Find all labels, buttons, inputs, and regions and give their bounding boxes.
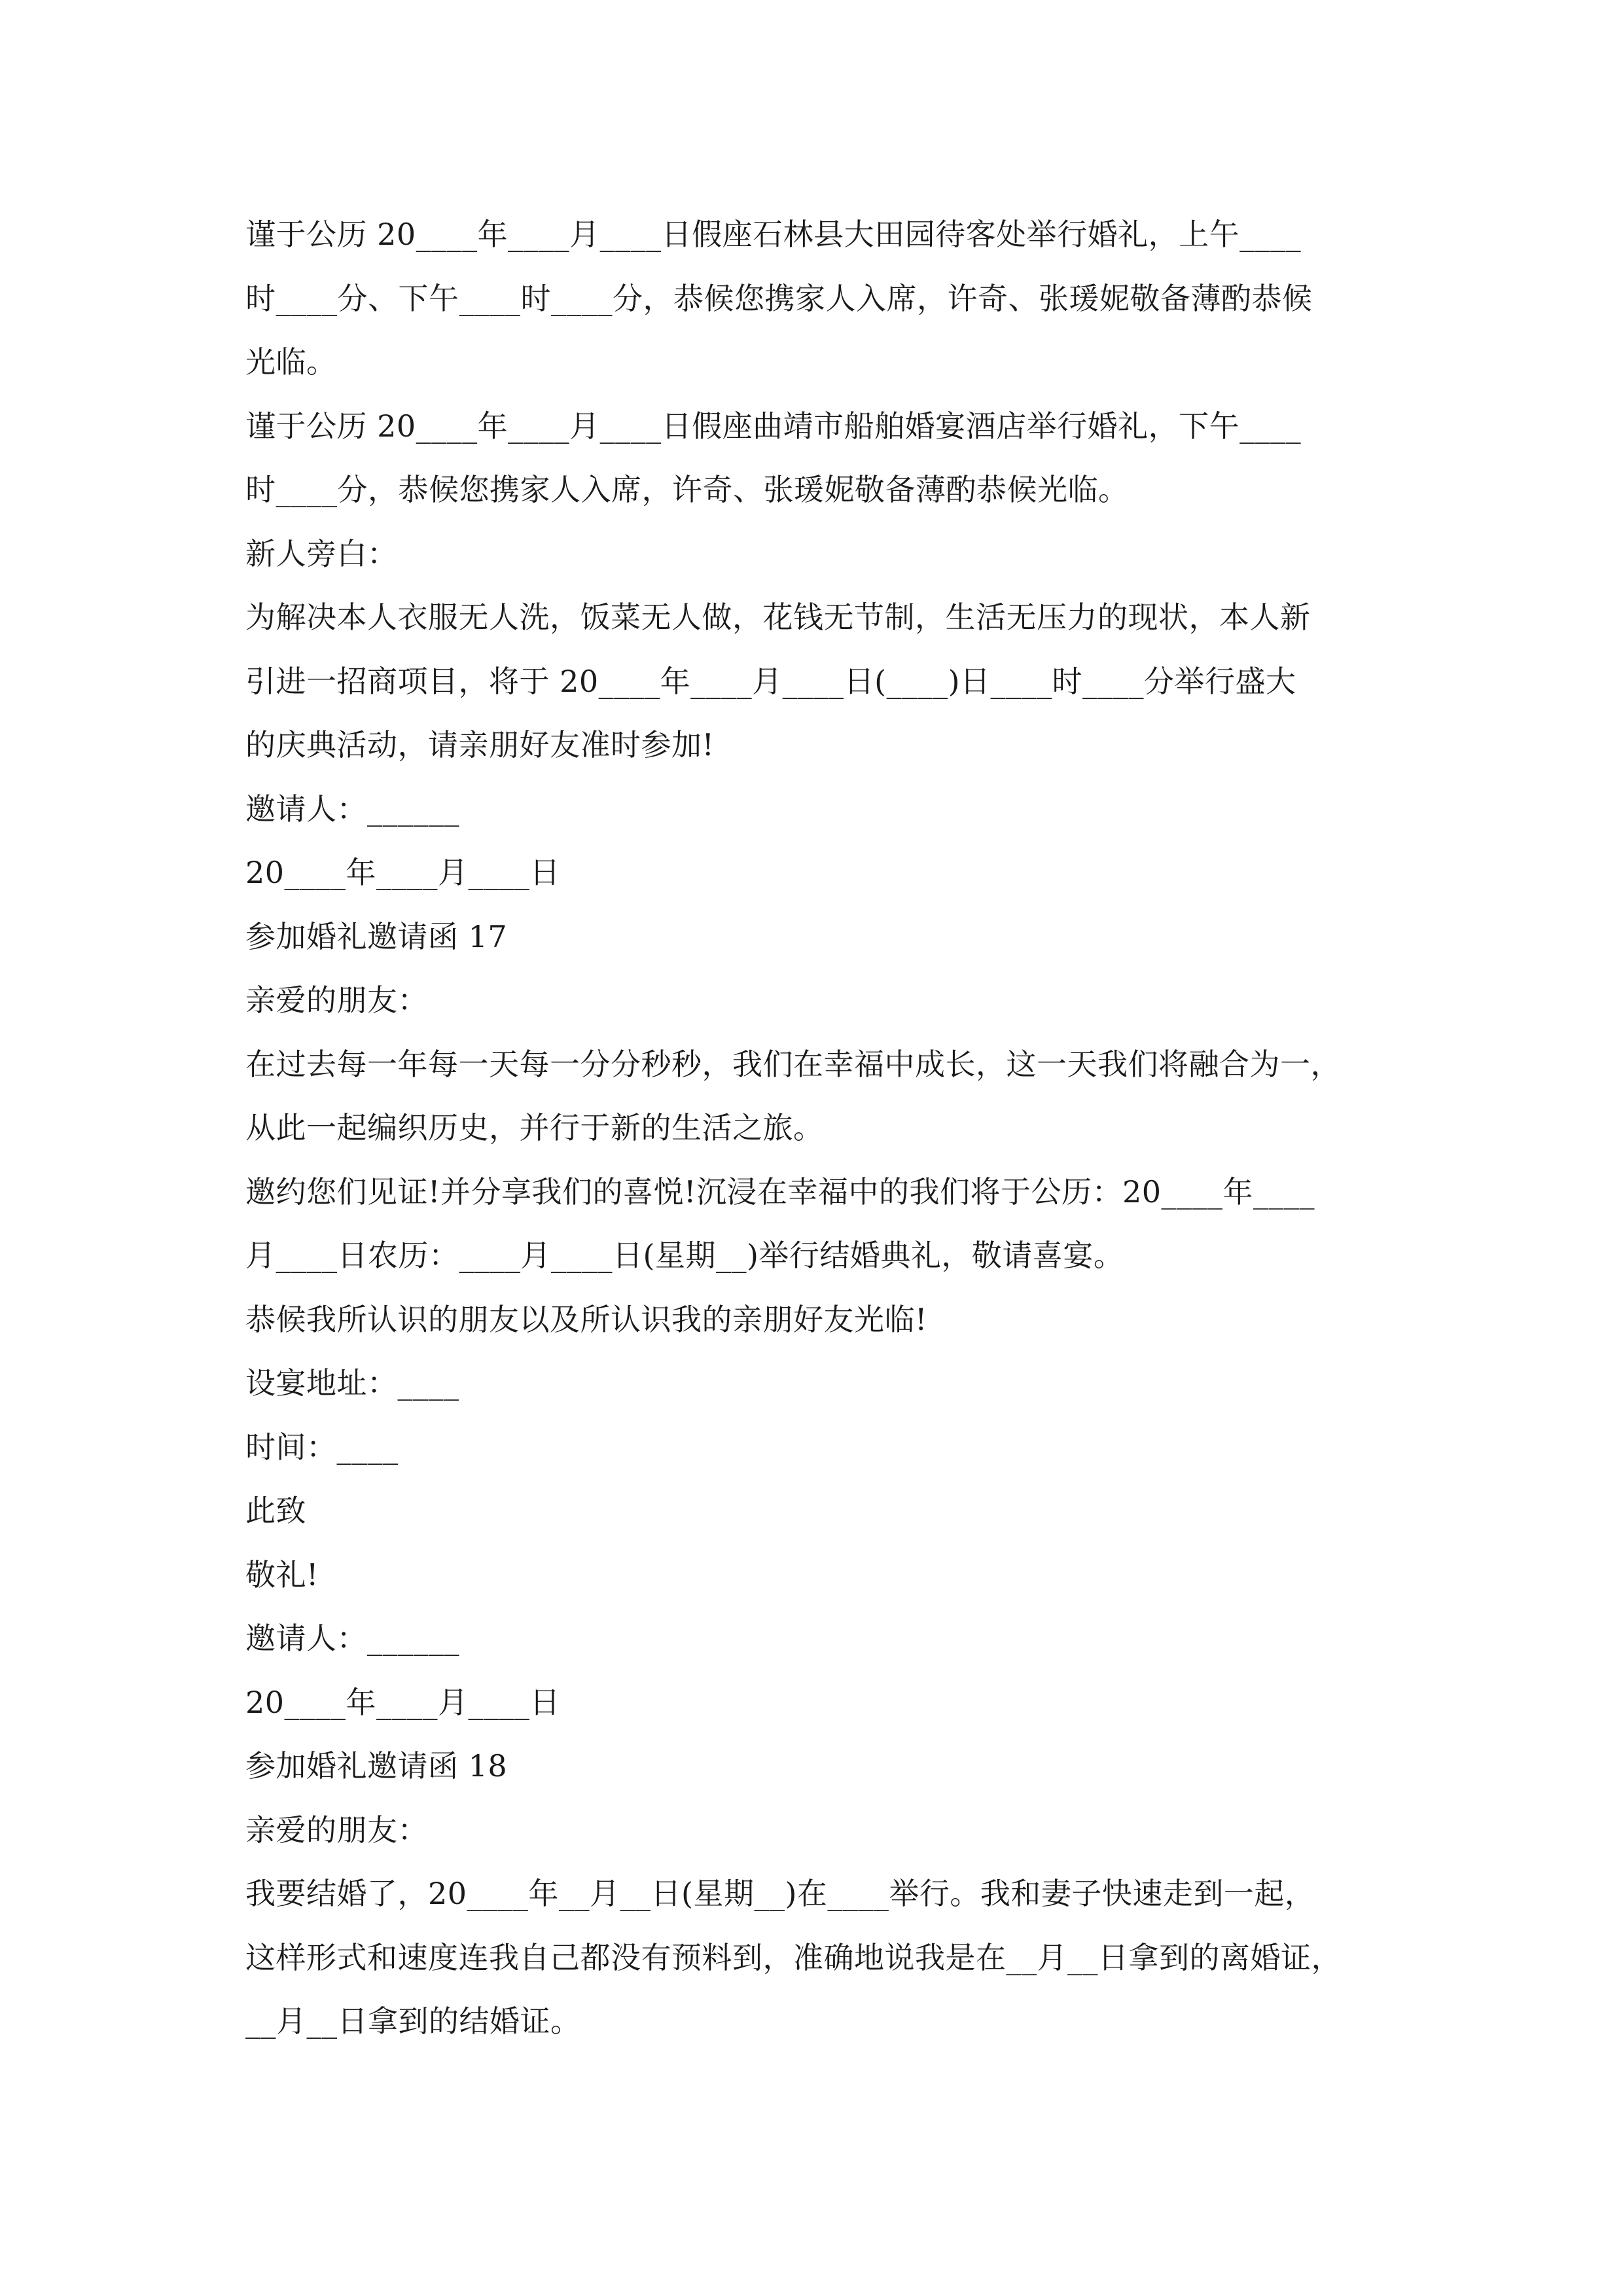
salutation: 亲爱的朋友： bbox=[245, 1812, 428, 1848]
text-line: 恭候我所认识的朋友以及所认识我的亲朋好友光临! bbox=[245, 1301, 927, 1337]
text-line: 谨于公历 20____年____月____日假座石林县大田园待客处举行婚礼，上午____ bbox=[245, 217, 1302, 252]
text-line: 光临。 bbox=[245, 344, 337, 380]
text-line: 在过去每一年每一天每一分分秒秒，我们在幸福中成长，这一天我们将融合为一， bbox=[245, 1046, 1341, 1082]
text-line: 引进一招商项目，将于 20____年____月____日(____)日____时____分举行盛大 bbox=[245, 663, 1296, 699]
venue-line: 设宴地址：____ bbox=[245, 1365, 459, 1401]
letter-title: 参加婚礼邀请函 18 bbox=[245, 1748, 508, 1784]
text-line: 邀约您们见证!并分享我们的喜悦!沉浸在幸福中的我们将于公历：20____年____ bbox=[245, 1174, 1315, 1210]
text-line: 谨于公历 20____年____月____日假座曲靖市船舶婚宴酒店举行婚礼，下午____ bbox=[245, 408, 1302, 444]
date-line: 20____年____月____日 bbox=[245, 1684, 561, 1720]
inviter-line: 邀请人：______ bbox=[245, 1621, 459, 1656]
closing-line: 敬礼! bbox=[245, 1556, 319, 1592]
date-line: 20____年____月____日 bbox=[245, 855, 561, 890]
text-line: 我要结婚了，20____年__月__日(星期__)在____举行。我和妻子快速走到一起， bbox=[245, 1876, 1315, 1911]
text-line: 时____分、下午____时____分，恭候您携家人入席，许奇、张瑗妮敬备薄酌恭候 bbox=[245, 280, 1313, 316]
time-line: 时间：____ bbox=[245, 1429, 399, 1465]
text-line: 时____分，恭候您携家人入席，许奇、张瑗妮敬备薄酌恭候光临。 bbox=[245, 472, 1129, 507]
text-line: 这样形式和速度连我自己都没有预料到，准确地说我是在__月__日拿到的离婚证， bbox=[245, 1939, 1342, 1975]
salutation: 亲爱的朋友： bbox=[245, 982, 428, 1018]
inviter-line: 邀请人：______ bbox=[245, 791, 459, 827]
document-body bbox=[245, 203, 1397, 2054]
text-line: 从此一起编织历史，并行于新的生活之旅。 bbox=[245, 1110, 824, 1145]
text-line: 月____日农历：____月____日(星期__)举行结婚典礼，敬请喜宴。 bbox=[245, 1238, 1124, 1273]
text-line: __月__日拿到的结婚证。 bbox=[245, 2003, 581, 2039]
text-line: 为解决本人衣服无人洗，饭菜无人做，花钱无节制，生活无压力的现状，本人新 bbox=[245, 600, 1311, 635]
closing-line: 此致 bbox=[245, 1493, 306, 1528]
text-line: 的庆典活动，请亲朋好友准时参加! bbox=[245, 727, 715, 762]
letter-title: 参加婚礼邀请函 17 bbox=[245, 918, 508, 954]
section-heading: 新人旁白： bbox=[245, 535, 398, 571]
